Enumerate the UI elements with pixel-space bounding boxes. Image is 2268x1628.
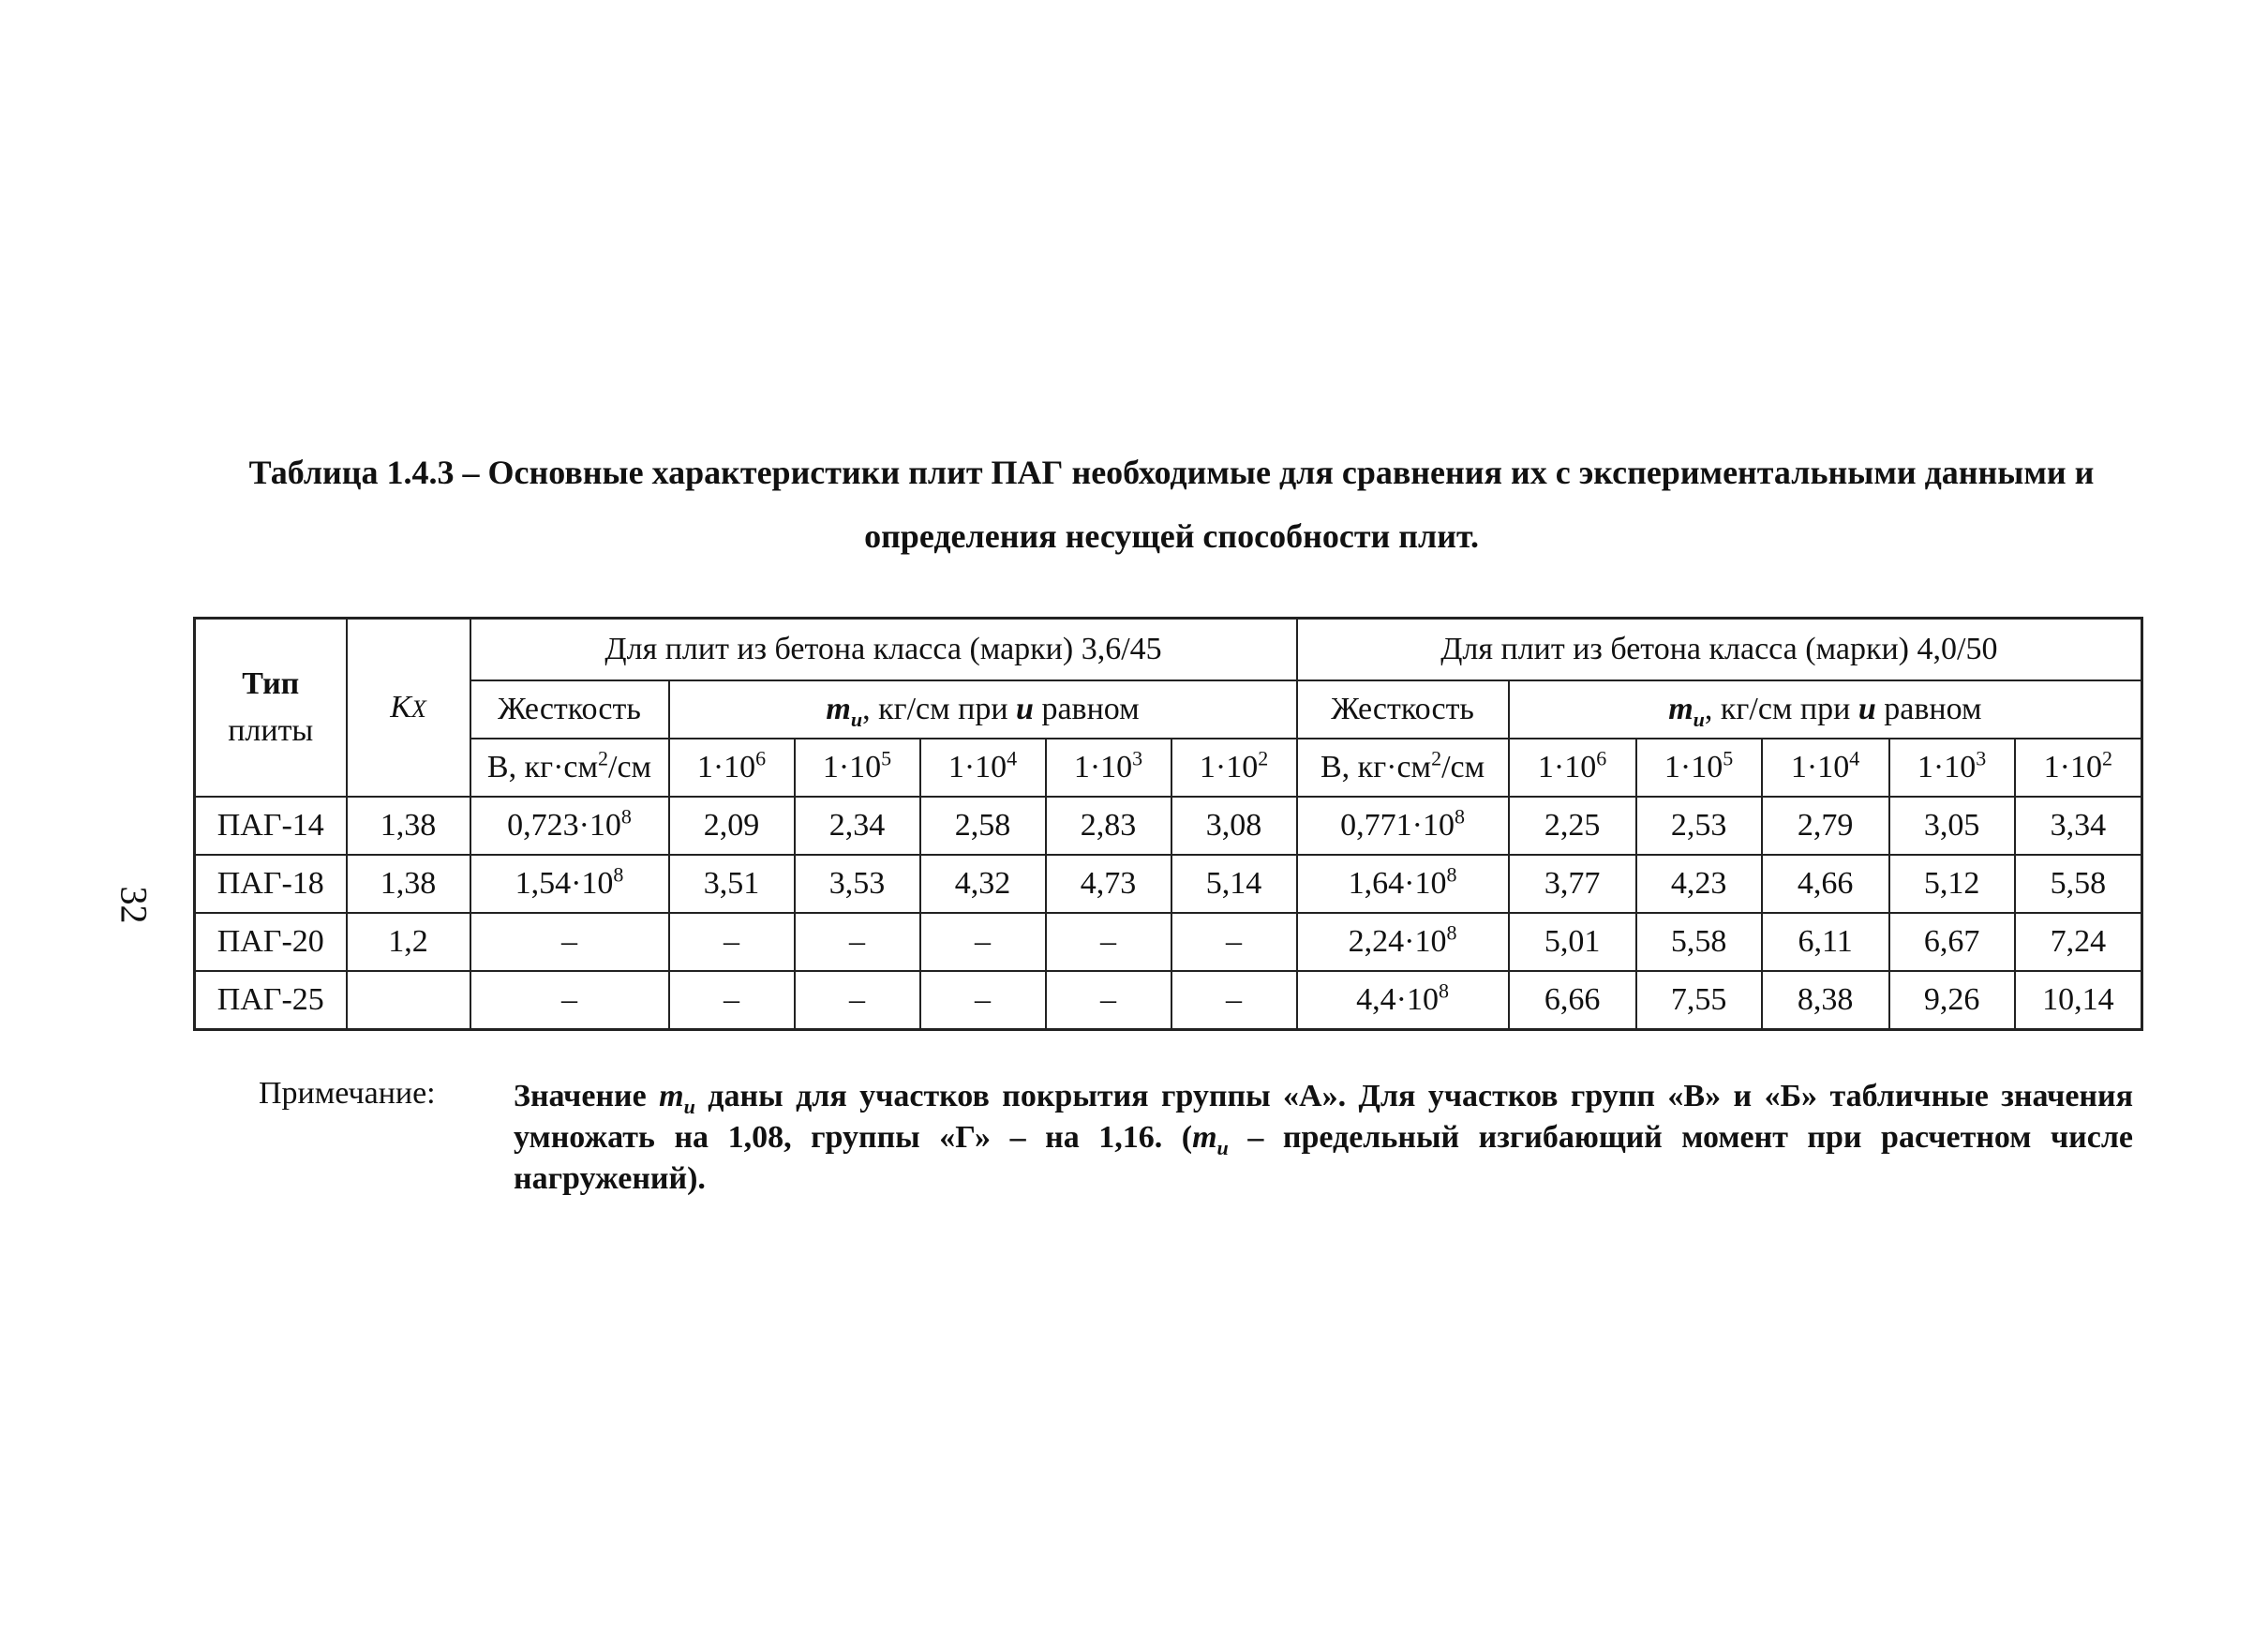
header-n-1e3: $1\cdot 10^3$: [1046, 739, 1171, 797]
cell-m1: 4,73: [1046, 855, 1171, 913]
header-n-1e5: $1\cdot 10^5$: [795, 739, 920, 797]
note-label: Примечание:: [259, 1076, 436, 1111]
header-n-1e6: $1\cdot 10^6$: [669, 739, 795, 797]
cell-m2: 5,01: [1509, 913, 1636, 971]
cell-m2: 6,66: [1509, 971, 1636, 1030]
cell-m2: 3,05: [1889, 797, 2015, 855]
header-mu-1: $m_u$, кг/см при u равном: [669, 680, 1297, 739]
table-row: [195, 855, 2142, 913]
table-row: [195, 913, 2142, 971]
cell-type: ПАГ-14: [195, 797, 347, 855]
header-stiffness-1: Жесткость: [470, 680, 669, 739]
header-mu-2: $m_u$, кг/см при u равном: [1509, 680, 2142, 739]
cell-m2: 6,11: [1762, 913, 1889, 971]
cell-m1: –: [795, 913, 920, 971]
cell-b1: –: [470, 913, 669, 971]
table-row: [195, 971, 2142, 1030]
header-b-units-2: В, $кг\cdot см^2/см$: [1297, 739, 1509, 797]
cell-type: ПАГ-18: [195, 855, 347, 913]
header-stiffness-2: Жесткость: [1297, 680, 1509, 739]
note-text: Значение $m_u$ даны для участков покрытия группы «А». Для участков групп «В» и «Б» табличные значения умножать на 1,08, группы «Г» – на 1,16. ($m_u$ – предельный изгибающий момент при расчетном числе нагружений).: [514, 1079, 2133, 1196]
cell-m1: –: [920, 971, 1046, 1030]
cell-m2: 7,24: [2015, 913, 2142, 971]
cell-k: 1,2: [347, 913, 470, 971]
cell-b2: $2,24\cdot 10^8$: [1297, 913, 1509, 971]
cell-m2: 2,25: [1509, 797, 1636, 855]
header-type: Тип плиты: [195, 619, 347, 798]
cell-m1: –: [1171, 971, 1297, 1030]
cell-m2: 8,38: [1762, 971, 1889, 1030]
cell-m1: –: [669, 971, 795, 1030]
cell-m1: 2,58: [920, 797, 1046, 855]
cell-m1: 2,09: [669, 797, 795, 855]
cell-m2: 3,77: [1509, 855, 1636, 913]
cell-m2: 2,79: [1762, 797, 1889, 855]
header-group-2: Для плит из бетона класса (марки) 4,0/50: [1297, 619, 2142, 681]
cell-m2: 4,66: [1762, 855, 1889, 913]
header-n-1e4: $1\cdot 10^4$: [1762, 739, 1889, 797]
cell-k: [347, 971, 470, 1030]
cell-m2: 7,55: [1636, 971, 1762, 1030]
header-b-units-1: В, $кг\cdot см^2/см$: [470, 739, 669, 797]
cell-m1: 4,32: [920, 855, 1046, 913]
cell-b2: $4,4\cdot 10^8$: [1297, 971, 1509, 1030]
cell-type: ПАГ-25: [195, 971, 347, 1030]
cell-m1: 3,53: [795, 855, 920, 913]
characteristics-table: [193, 617, 2143, 1031]
cell-b1: –: [470, 971, 669, 1030]
cell-m1: 3,08: [1171, 797, 1297, 855]
cell-m1: –: [1171, 913, 1297, 971]
caption-line-2: определения несущей способности плит.: [864, 517, 1479, 555]
cell-m2: 5,12: [1889, 855, 2015, 913]
cell-m2: 4,23: [1636, 855, 1762, 913]
caption-line-1: Таблица 1.4.3 – Основные характеристики плит ПАГ необходимые для сравнения их с экспериментальными данными и: [248, 454, 2095, 491]
cell-m2: 10,14: [2015, 971, 2142, 1030]
table-caption: [187, 441, 2156, 568]
cell-m1: –: [920, 913, 1046, 971]
header-n-1e6: $1\cdot 10^6$: [1509, 739, 1636, 797]
cell-m1: 2,83: [1046, 797, 1171, 855]
cell-b1: $1,54\cdot 10^8$: [470, 855, 669, 913]
header-group-1: Для плит из бетона класса (марки) 3,6/45: [470, 619, 1297, 681]
cell-m2: 5,58: [1636, 913, 1762, 971]
cell-m1: 5,14: [1171, 855, 1297, 913]
table-note: [259, 1076, 2133, 1200]
page-number: 32: [112, 886, 156, 924]
cell-m2: 5,58: [2015, 855, 2142, 913]
cell-k: 1,38: [347, 797, 470, 855]
cell-type: ПАГ-20: [195, 913, 347, 971]
header-k: KX: [347, 619, 470, 798]
cell-m1: –: [669, 913, 795, 971]
cell-b2: $1,64\cdot 10^8$: [1297, 855, 1509, 913]
header-n-1e2: $1\cdot 10^2$: [1171, 739, 1297, 797]
cell-m2: 3,34: [2015, 797, 2142, 855]
cell-m2: 9,26: [1889, 971, 2015, 1030]
cell-k: 1,38: [347, 855, 470, 913]
table-row: [195, 797, 2142, 855]
cell-m1: –: [1046, 913, 1171, 971]
cell-m1: –: [795, 971, 920, 1030]
header-n-1e2: $1\cdot 10^2$: [2015, 739, 2142, 797]
header-n-1e5: $1\cdot 10^5$: [1636, 739, 1762, 797]
cell-m1: –: [1046, 971, 1171, 1030]
header-n-1e3: $1\cdot 10^3$: [1889, 739, 2015, 797]
cell-m1: 2,34: [795, 797, 920, 855]
cell-b2: $0,771\cdot 10^8$: [1297, 797, 1509, 855]
cell-m1: 3,51: [669, 855, 795, 913]
cell-b1: $0,723\cdot 10^8$: [470, 797, 669, 855]
cell-m2: 2,53: [1636, 797, 1762, 855]
header-n-1e4: $1\cdot 10^4$: [920, 739, 1046, 797]
cell-m2: 6,67: [1889, 913, 2015, 971]
